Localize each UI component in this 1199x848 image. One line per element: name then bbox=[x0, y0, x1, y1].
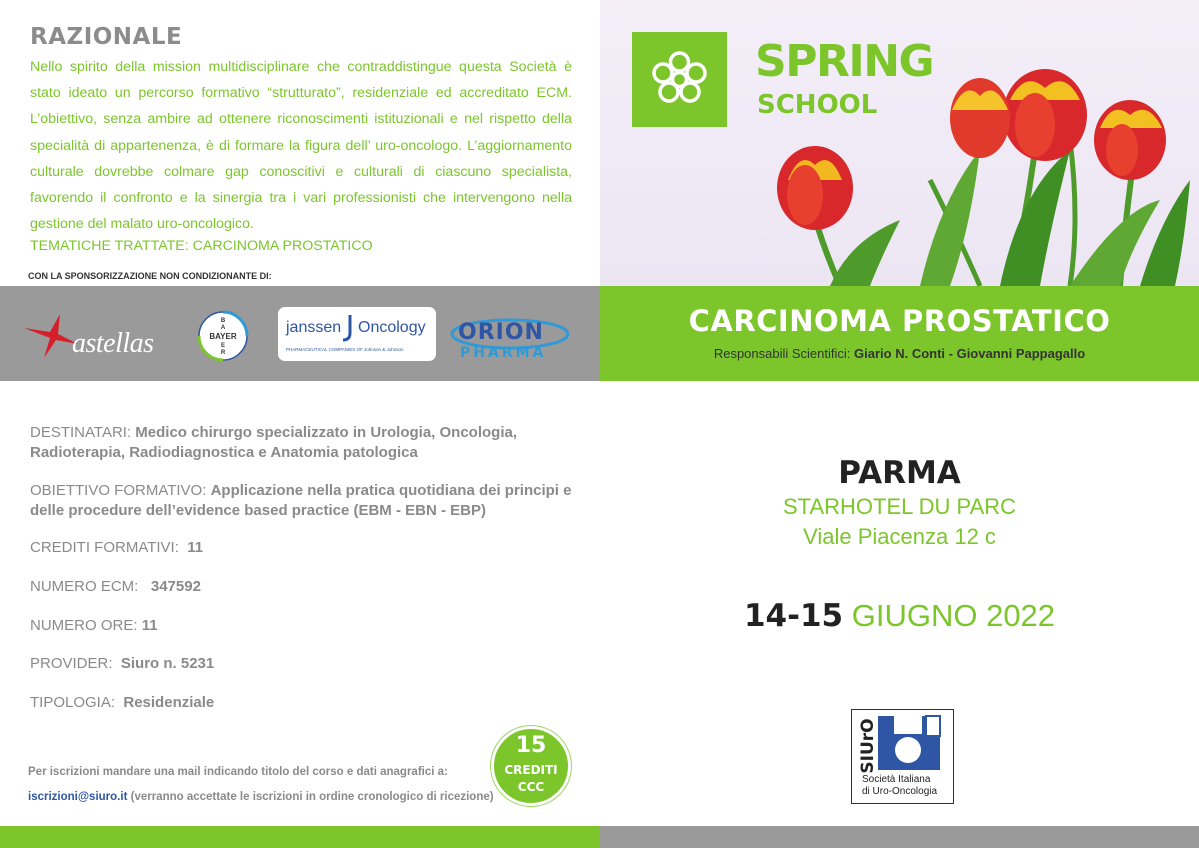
janssen-wordmark: janssen bbox=[286, 319, 342, 336]
registration-email-link[interactable]: iscrizioni@siuro.it bbox=[28, 791, 128, 803]
badge-sublabel: CCC bbox=[517, 780, 545, 794]
svg-text:BAYER: BAYER bbox=[209, 332, 237, 341]
svg-text:E: E bbox=[220, 343, 226, 349]
crediti-label: CREDITI FORMATIVI: bbox=[30, 539, 179, 556]
info-ecm bbox=[30, 577, 201, 597]
registration-instructions: Per iscrizioni mandare una mail indicando titolo del corso e dati anagrafici a: bbox=[28, 766, 448, 778]
registration-order-note: (verranno accettate le iscrizioni in ordine cronologico di ricezione) bbox=[130, 791, 494, 803]
obiettivo-label: OBIETTIVO FORMATIVO: bbox=[30, 482, 207, 499]
janssen-hook-icon bbox=[340, 313, 356, 343]
ore-value: 11 bbox=[141, 617, 158, 634]
bayer-logo bbox=[197, 310, 249, 362]
siuro-line1: Società Italiana bbox=[862, 774, 931, 785]
janssen-logo bbox=[278, 307, 436, 361]
scientific-leads bbox=[600, 346, 1199, 361]
registration-note bbox=[28, 791, 494, 803]
badge-label: CREDITI bbox=[504, 763, 558, 777]
tulip-head bbox=[950, 78, 1010, 158]
tipologia-value: Residenziale bbox=[123, 694, 215, 711]
razionale-topics: TEMATICHE TRATTATE: CARCINOMA PROSTATICO bbox=[30, 238, 373, 254]
event-month-year: GIUGNO 2022 bbox=[851, 598, 1056, 633]
astellas-star-icon bbox=[20, 310, 80, 360]
tipologia-label: TIPOLOGIA: bbox=[30, 694, 116, 711]
razionale-body: Nello spirito della mission multidisciplinare che contraddistingue questa Società è stato ideato un percorso formativo “strutturato”, residenziale ed accreditato ECM. L’obiettivo, senza ambire ad ottenere riconoscimenti istituzionali e nel rispetto della specialità di appartenenza, è di formare la figura dell’ uro-oncologo. L’aggiornamento culturale dovrebbe colmare gap conoscitivi e culturali di ciascuno specialista, favorendo il confronto e la sinergia tra i vari professionisti che intervengono nella gestione del malato uro-oncologico. bbox=[30, 59, 572, 233]
obiettivo-value: Applicazione nella pratica quotidiana dei principi e delle procedure dell’evidence based practice (EBM - EBN - EBP) bbox=[30, 482, 572, 519]
badge-number: 15 bbox=[515, 733, 547, 758]
siuro-line2: di Uro-Oncologia bbox=[862, 786, 938, 797]
astellas-logo bbox=[20, 310, 180, 360]
astellas-wordmark: astellas bbox=[72, 328, 154, 359]
janssen-division: Oncology bbox=[358, 319, 426, 336]
info-tipologia bbox=[30, 693, 214, 713]
scientific-leads-names: Giario N. Conti - Giovanni Pappagallo bbox=[854, 346, 1086, 361]
event-days: 14-15 bbox=[743, 598, 844, 634]
ecm-label: NUMERO ECM: bbox=[30, 578, 139, 595]
provider-value: Siuro n. 5231 bbox=[120, 655, 215, 672]
razionale-title: RAZIONALE bbox=[30, 24, 183, 50]
svg-text:A: A bbox=[220, 325, 226, 331]
course-title: CARCINOMA PROSTATICO bbox=[688, 304, 1111, 338]
footer-bar-green bbox=[0, 826, 600, 848]
sponsor-caption: CON LA SPONSORIZZAZIONE NON CONDIZIONANTE DI: bbox=[28, 271, 272, 281]
venue-hotel: STARHOTEL DU PARC bbox=[782, 494, 1017, 519]
venue-address: Viale Piacenza 12 c bbox=[803, 524, 996, 549]
tulip-head bbox=[777, 146, 853, 230]
footer-bar-grey bbox=[600, 826, 1199, 848]
janssen-tagline: PHARMACEUTICAL COMPANIES OF Johnson & Johnson bbox=[286, 347, 404, 352]
venue-city: PARMA bbox=[838, 455, 961, 491]
info-destinatari bbox=[30, 423, 570, 463]
spring-title: SPRING bbox=[755, 36, 934, 87]
provider-label: PROVIDER: bbox=[30, 655, 113, 672]
orion-wordmark: ORION bbox=[458, 320, 544, 345]
orion-pharma-logo bbox=[448, 314, 573, 362]
info-crediti bbox=[30, 538, 203, 558]
ore-label: NUMERO ORE: bbox=[30, 617, 138, 634]
flower-icon bbox=[632, 32, 727, 127]
svg-text:B: B bbox=[220, 318, 226, 324]
tulip-head bbox=[1094, 100, 1166, 180]
spring-school-logo-box bbox=[632, 32, 727, 127]
destinatari-label: DESTINATARI: bbox=[30, 424, 132, 441]
tulip-head bbox=[1003, 69, 1087, 161]
destinatari-value: Medico chirurgo specializzato in Urologia, Oncologia, Radioterapia, Radiodiagnostica e Anatomia patologica bbox=[30, 424, 518, 461]
event-date bbox=[600, 598, 1199, 634]
ecm-value: 347592 bbox=[150, 578, 201, 595]
info-provider bbox=[30, 654, 214, 674]
scientific-leads-label: Responsabili Scientifici: bbox=[713, 346, 851, 361]
crediti-value: 11 bbox=[187, 539, 204, 556]
svg-text:R: R bbox=[220, 350, 226, 356]
orion-pharma-wordmark: PHARMA bbox=[460, 345, 547, 361]
school-title: SCHOOL bbox=[757, 90, 878, 120]
info-ore bbox=[30, 616, 158, 636]
siuro-wordmark: SIUrO bbox=[858, 718, 878, 774]
crediti-badge bbox=[491, 726, 571, 806]
siuro-logo bbox=[851, 709, 954, 804]
info-obiettivo bbox=[30, 481, 575, 521]
